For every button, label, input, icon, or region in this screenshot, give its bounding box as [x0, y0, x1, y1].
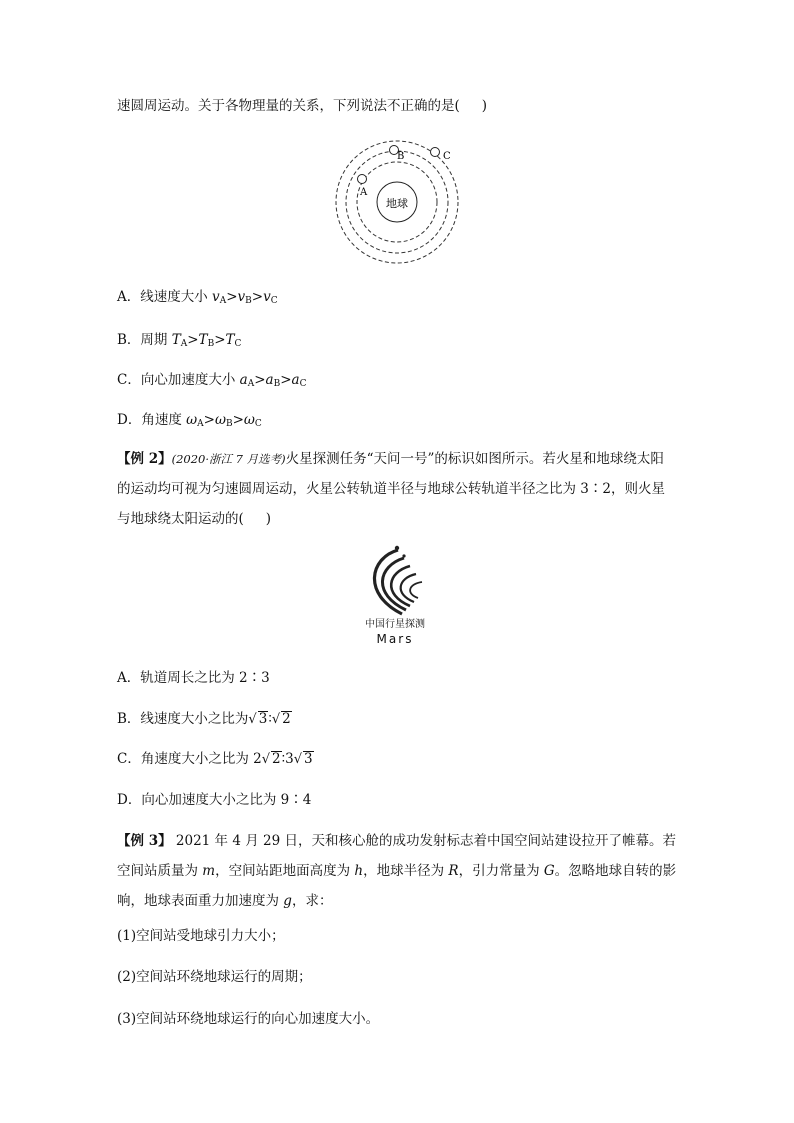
q1-option-c: C．向心加速度大小 $a_A>a_B>a_C$ [117, 372, 307, 389]
label-a: A [360, 187, 368, 198]
q1-option-d: D．角速度 $\omega_A>\omega_B>\omega_C$ [117, 412, 262, 429]
logo-mars: Mars [376, 632, 414, 646]
q3-part-2: (2)空间站环绕地球运行的周期； [117, 969, 312, 985]
earth-label: 地球 [386, 197, 408, 210]
label-b: B [397, 151, 405, 162]
q2-option-c: C．角速度大小之比为 2√ 2∶3√ 3 [117, 751, 313, 767]
q2-option-a: A．轨道周长之比为 2∶3 [117, 670, 270, 686]
q3-stem: 【例 3】 2021 年 4 月 29 日，天和核心舱的成功发射标志着中国空间站建设拉开了帷幕。若空间站质量为 m，空间站距地面高度为 h，地球半径为 R，引力常量为 G。忽略地球自转的影响，地球表面重力加速度为 g，求： [117, 833, 677, 909]
tianwen-logo-icon [362, 544, 432, 620]
label-c: C [443, 151, 451, 162]
q2-stem: 【例 2】(2020·浙江 7 月选考)火星探测任务“天问一号”的标识如图所示。若火星和地球绕太阳的运动均可视为匀速圆周运动，火星公转轨道半径与地球公转轨道半径之比为 3∶2，则火星与地球绕太阳运动的( ) [117, 451, 665, 527]
q3-part-3: (3)空间站环绕地球运行的向心加速度大小。 [117, 1011, 380, 1027]
satellite-c [431, 148, 440, 157]
q1-option-a: A．线速度大小 $v_A>v_B>v_C$ [117, 289, 278, 306]
orbit-diagram [328, 138, 468, 268]
q1-stem: 速圆周运动。关于各物理量的关系，下列说法不正确的是( ) [117, 98, 488, 114]
q2-option-b: B．线速度大小之比为√ 3∶√ 2 [117, 711, 291, 727]
q2-option-d: D．向心加速度大小之比为 9∶4 [117, 792, 312, 808]
q3-part-1: (1)空间站受地球引力大小； [117, 928, 285, 944]
logo-caption: 中国行星探测 [365, 619, 425, 630]
satellite-a [358, 175, 367, 184]
q1-option-b: B．周期 $T_A>T_B>T_C$ [117, 332, 242, 349]
